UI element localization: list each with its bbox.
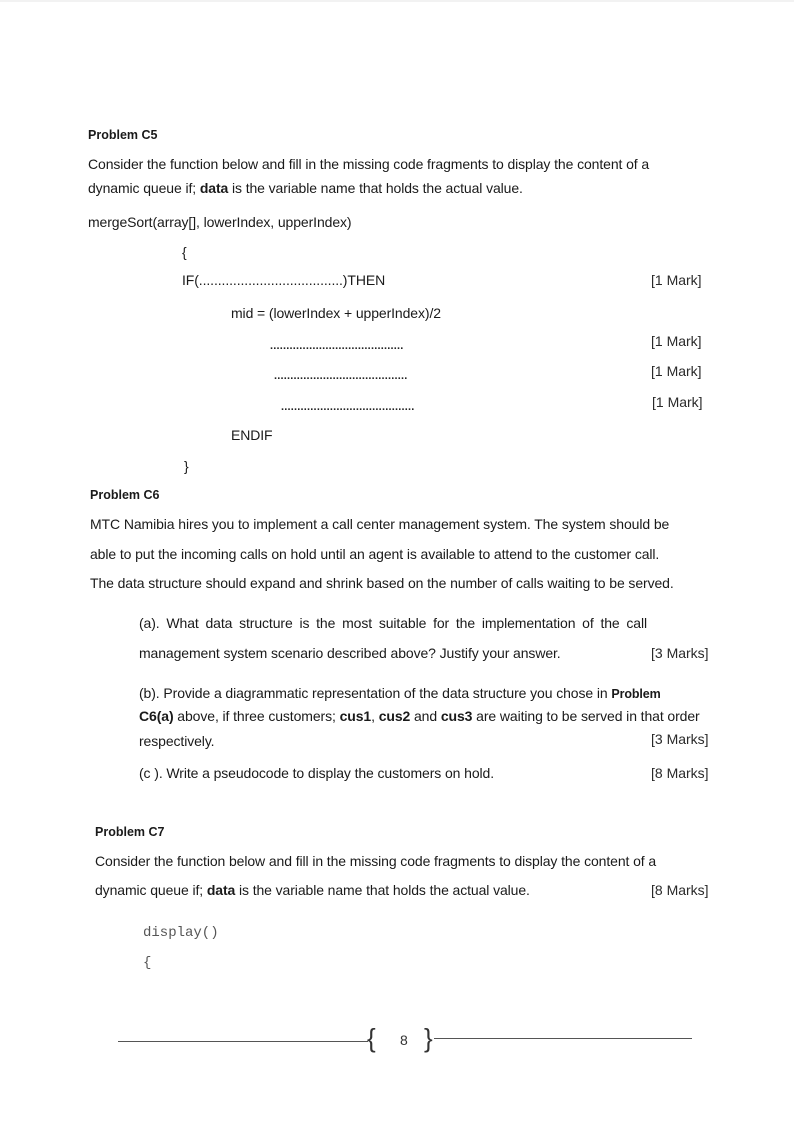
footer-rule-right bbox=[434, 1038, 692, 1039]
footer-right-bracket: } bbox=[424, 1023, 433, 1053]
display-open-brace: { bbox=[143, 955, 152, 971]
question-b-line2 bbox=[139, 708, 700, 724]
question-b-line3: respectively. bbox=[139, 733, 215, 749]
mid-assignment: mid = (lowerIndex + upperIndex)/2 bbox=[231, 305, 441, 321]
problem-c6-para-line1: MTC Namibia hires you to implement a call center management system. The system should be bbox=[90, 516, 670, 532]
customer-cus2: cus2 bbox=[378, 708, 411, 724]
footer-left-bracket: { bbox=[367, 1023, 376, 1053]
customer-cus3: cus3 bbox=[440, 708, 473, 724]
if-mark: [1 Mark] bbox=[651, 272, 702, 288]
endif-keyword: ENDIF bbox=[231, 427, 273, 443]
problem-c7-intro-line2 bbox=[95, 882, 530, 898]
question-b-mark: [3 Marks] bbox=[651, 731, 709, 747]
footer-rule-left bbox=[118, 1041, 368, 1042]
question-a-line1: (a). What data structure is the most suitable for the implementation of the call bbox=[139, 615, 647, 631]
question-c-mark: [8 Marks] bbox=[651, 765, 709, 781]
mergesort-signature: mergeSort(array[], lowerIndex, upperIndex) bbox=[88, 214, 352, 230]
problem-c7-intro-line1: Consider the function below and fill in the missing code fragments to display the content of a bbox=[95, 853, 657, 869]
if-condition-blank[interactable]: IF(......................................)THEN bbox=[182, 272, 386, 288]
customer-cus1: cus1 bbox=[339, 708, 372, 724]
open-brace: { bbox=[182, 244, 187, 260]
question-b-line1 bbox=[139, 685, 661, 701]
text: are waiting to be served in that order bbox=[472, 708, 700, 724]
problem-c6-heading: Problem C6 bbox=[90, 488, 160, 502]
problem-c6-para-line3: The data structure should expand and shrink based on the number of calls waiting to be served. bbox=[90, 575, 674, 591]
problem-c5-intro-line1: Consider the function below and fill in the missing code fragments to display the content of a bbox=[88, 156, 650, 172]
text: (b). Provide a diagrammatic representation of the data structure you chose in bbox=[139, 685, 612, 701]
text: is the variable name that holds the actual value. bbox=[228, 180, 523, 196]
problem-c7-heading: Problem C7 bbox=[95, 825, 165, 839]
problem-ref: C6(a) bbox=[139, 708, 174, 724]
blank3-mark: [1 Mark] bbox=[652, 394, 703, 410]
problem-c6-para-line2: able to put the incoming calls on hold until an agent is available to attend to the customer call. bbox=[90, 546, 660, 562]
text: above, if three customers; bbox=[173, 708, 340, 724]
fill-blank-2[interactable]: ......................................... bbox=[274, 370, 408, 382]
problem-ref: Problem bbox=[611, 687, 661, 701]
text: , bbox=[371, 708, 379, 724]
blank2-mark: [1 Mark] bbox=[651, 363, 702, 379]
problem-c5-heading: Problem C5 bbox=[88, 128, 158, 142]
variable-name-data: data bbox=[199, 180, 229, 196]
close-brace: } bbox=[184, 458, 189, 474]
question-c-line: (c ). Write a pseudocode to display the customers on hold. bbox=[139, 765, 495, 781]
variable-name-data: data bbox=[206, 882, 236, 898]
question-a-mark: [3 Marks] bbox=[651, 645, 709, 661]
page-number: 8 bbox=[400, 1032, 408, 1048]
question-a-line2: management system scenario described above? Justify your answer. bbox=[139, 645, 561, 661]
text: and bbox=[410, 708, 441, 724]
display-function-signature: display() bbox=[143, 925, 219, 941]
fill-blank-3[interactable]: ......................................... bbox=[281, 401, 415, 413]
text: dynamic queue if; bbox=[88, 180, 200, 196]
text: is the variable name that holds the actual value. bbox=[235, 882, 530, 898]
blank1-mark: [1 Mark] bbox=[651, 333, 702, 349]
problem-c5-intro-line2 bbox=[88, 180, 523, 196]
text: dynamic queue if; bbox=[95, 882, 207, 898]
problem-c7-mark: [8 Marks] bbox=[651, 882, 709, 898]
fill-blank-1[interactable]: ......................................... bbox=[270, 340, 404, 352]
scan-edge bbox=[0, 0, 794, 2]
